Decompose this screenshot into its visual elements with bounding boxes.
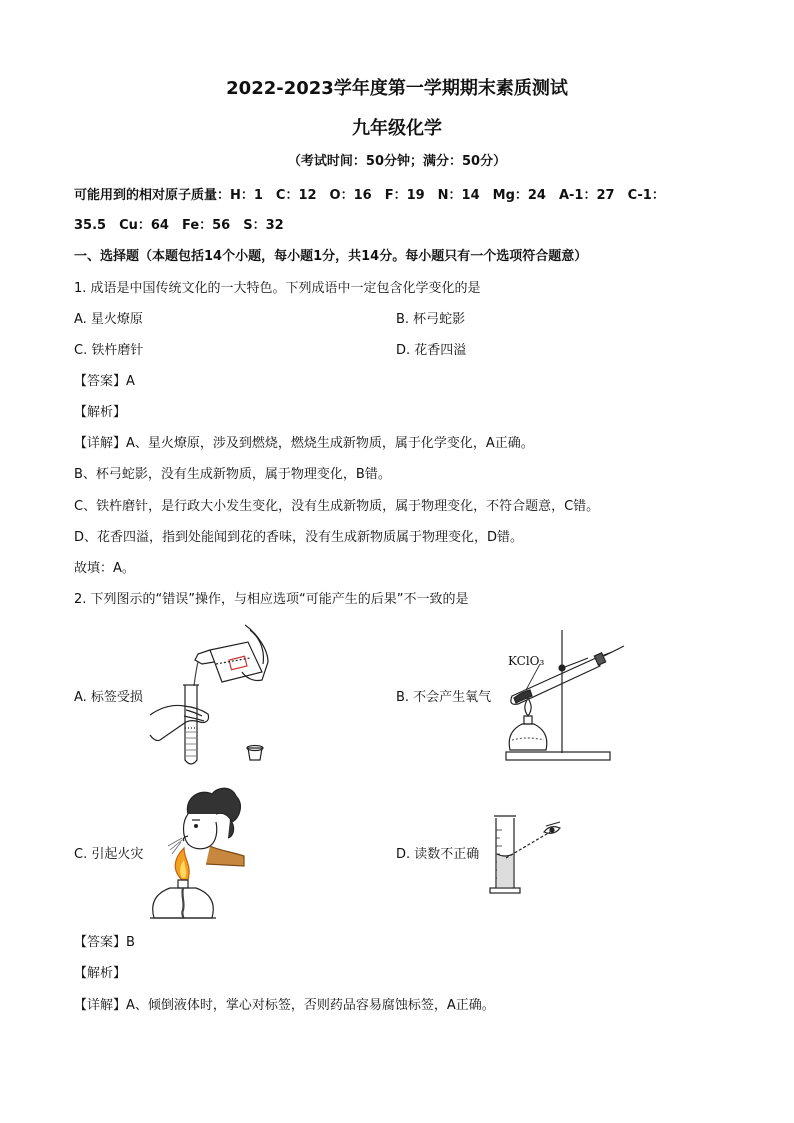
pouring-liquid-illustration	[150, 620, 275, 770]
question-2-stem: 2. 下列图示的“错误”操作，与相应选项“可能产生的后果”不一致的是	[74, 592, 469, 607]
question-1-option-c: C. 铁杵磨针	[74, 343, 144, 358]
atomic-mass-line-1: 可能用到的相对原子质量：H：1 C：12 O：16 F：19 N：14 Mg：24 A-1：27 C-1：	[74, 188, 665, 203]
section-heading: 一、选择题（本题包括14个小题，每小题1分，共14分。每小题只有一个选项符合题意）	[74, 249, 588, 264]
heating-kclo3-apparatus	[500, 628, 625, 763]
question-2-analysis-label: 【解析】	[74, 966, 127, 981]
question-1-detail-line: 【详解】A、星火燎原，涉及到燃烧，燃烧生成新物质，属于化学变化，A正确。	[74, 436, 534, 451]
question-1-detail-line: B、杯弓蛇影，没有生成新物质，属于物理变化，B错。	[74, 467, 391, 482]
question-2-option-a: A. 标签受损	[74, 690, 143, 705]
graduated-cylinder-reading	[488, 810, 566, 896]
question-2-answer: 【答案】B	[74, 935, 135, 950]
question-1-option-d: D. 花香四溢	[396, 343, 467, 358]
question-1-option-a: A. 星火燎原	[74, 312, 143, 327]
question-1-detail-line: 故填：A。	[74, 561, 135, 576]
question-1-stem: 1. 成语是中国传统文化的一大特色。下列成语中一定包含化学变化的是	[74, 281, 481, 296]
question-1-option-b: B. 杯弓蛇影	[396, 312, 466, 327]
atomic-mass-line-2: 35.5 Cu：64 Fe：56 S：32	[74, 218, 284, 233]
blowing-lamp-illustration	[148, 784, 248, 924]
kclo3-label: KClO₃	[508, 654, 545, 668]
question-2-option-b: B. 不会产生氧气	[396, 690, 492, 705]
question-2-detail: 【详解】A、倾倒液体时，掌心对标签，否则药品容易腐蚀标签，A正确。	[74, 998, 495, 1013]
page-title: 2022-2023学年度第一学期期末素质测试	[226, 78, 568, 99]
question-1-detail-line: D、花香四溢，指到处能闻到花的香味，没有生成新物质属于物理变化，D错。	[74, 530, 524, 545]
question-1-answer: 【答案】A	[74, 374, 135, 389]
question-2-option-c: C. 引起火灾	[74, 847, 144, 862]
question-1-detail-line: C、铁杵磨针，是行政大小发生变化，没有生成新物质，属于物理变化，不符合题意，C错。	[74, 499, 600, 514]
exam-info: （考试时间：50分钟；满分：50分）	[287, 154, 507, 169]
page-subtitle: 九年级化学	[352, 118, 442, 139]
question-2-option-d: D. 读数不正确	[396, 847, 480, 862]
question-1-analysis-label: 【解析】	[74, 405, 127, 420]
